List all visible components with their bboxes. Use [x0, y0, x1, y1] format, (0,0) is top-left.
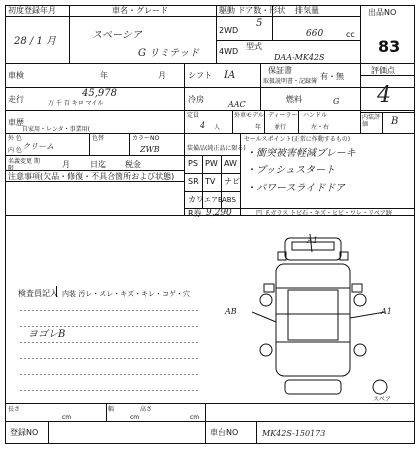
equip-airbag: エアB	[204, 196, 223, 204]
handle-value: 左・右	[311, 124, 330, 131]
warranty-sub: 取扱説明書・記録簿	[263, 78, 318, 85]
grade: G リミテッド	[138, 48, 200, 59]
exterior-model-label: 外車モデル	[234, 112, 264, 119]
equip-navi: ナビ	[224, 177, 240, 186]
equip-pw: PW	[205, 159, 218, 168]
color-no-label: カラーNO	[132, 135, 160, 142]
length-unit: cm	[62, 414, 72, 421]
fuel-label: 燃料	[286, 95, 302, 104]
car-name: スペーシア	[92, 30, 142, 41]
color-value: クリーム	[22, 142, 54, 151]
history-label: 車歴	[8, 118, 24, 127]
lot-number: 83	[378, 37, 401, 56]
recycle-label: R券	[188, 209, 202, 218]
color-code-label: 色替	[92, 135, 105, 142]
inspector-label: 検査員記入	[18, 289, 58, 298]
capacity-label: 定員	[187, 112, 200, 119]
ac-label: 冷房	[188, 95, 204, 104]
length-label: 長さ	[8, 406, 21, 413]
width-label: 幅	[108, 406, 115, 413]
sales-point-1: ・衝突被害軽減ブレーキ	[246, 148, 356, 159]
equip-sr: SR	[188, 177, 199, 186]
sales-point-2: ・プッシュスタート	[246, 165, 336, 176]
recycle-unit: 円	[256, 210, 263, 217]
name-grade-label: 車名・グレード	[112, 6, 168, 15]
recycle-value: 9,290	[206, 208, 232, 218]
displacement-label: 排気量	[295, 6, 319, 15]
mileage-label: 走行	[8, 95, 24, 104]
shift-value: IA	[224, 70, 236, 81]
height-label: 高さ	[140, 406, 153, 413]
equipment-label: 装備品(純正品に限る)	[187, 145, 246, 152]
displacement-value: 660	[306, 29, 324, 39]
inspector-categories: 内装 汚レ・スレ・キズ・キレ・コゲ・穴	[62, 290, 191, 298]
color-label: 外 色	[8, 135, 22, 142]
sales-point-3: ・パワースライドドア	[246, 183, 345, 194]
capacity-value: 4	[200, 121, 206, 130]
equip-abs: ABS	[222, 196, 236, 204]
width-unit: cm	[130, 414, 140, 421]
grade-value: 4	[377, 83, 391, 108]
name-change-label: 名義変更 期限	[8, 158, 40, 172]
mark-right: A1	[381, 307, 392, 316]
inspector-note: ヨゴレB	[28, 329, 66, 340]
first-reg-label: 初度登録年月	[8, 6, 56, 15]
displacement-unit: cc	[346, 30, 355, 39]
shift-label: シフト	[188, 71, 212, 80]
dealer-value: 並行	[274, 124, 287, 131]
chassis-value: MK42S-150173	[262, 429, 326, 438]
handle-label: ハンドル	[303, 112, 328, 119]
drive-4wd: 4WD	[219, 47, 239, 56]
reg-no-label: 登録NO	[10, 428, 39, 437]
shaken-month: 月	[158, 71, 166, 80]
interior-value: B	[391, 116, 399, 127]
model-code: DAA-MK42S	[274, 53, 325, 62]
doors-value: 5	[256, 18, 263, 29]
drive-label: 駆動 ドア数・形状	[219, 6, 286, 15]
sales-points-label: セールスポイント(正常に作動するもの)	[244, 136, 351, 143]
chassis-label: 車台NO	[210, 428, 239, 437]
type-label: 型式	[246, 42, 262, 51]
warranty-label: 保証書	[268, 66, 292, 75]
equip-leather: カワ	[188, 195, 204, 204]
mileage-units: 万 千 百 キロ マイル	[48, 100, 104, 107]
inner-color-label: 内 色	[8, 147, 22, 154]
mark-left: AB	[225, 307, 237, 316]
glass-label: F.ガラス トビ石・キズ・ヒビ・ワレ・リペア跡	[266, 210, 392, 217]
shaken-year: 年	[100, 71, 108, 80]
capacity-unit: 人	[214, 124, 221, 131]
tax-label: 税金	[125, 160, 141, 169]
color-no-value: ZWB	[140, 145, 160, 154]
equip-ps: PS	[188, 159, 198, 168]
ac-value: AAC	[228, 100, 246, 109]
shaken-label: 車検	[8, 71, 24, 80]
equip-tv: TV	[205, 177, 216, 186]
name-change-month: 月	[62, 160, 70, 169]
name-change-day: 日迄	[90, 160, 106, 169]
drive-2wd: 2WD	[219, 26, 239, 35]
spare-label: スペア	[373, 396, 392, 403]
history-options: 自家用・レンタ・事業用(	[22, 126, 90, 133]
lot-label: 出品NO	[368, 8, 397, 17]
mileage-value: 45,978	[82, 88, 117, 99]
interior-label: 内装評価	[362, 114, 381, 128]
car-damage-diagram	[240, 232, 395, 402]
notes-label: 注意事項(欠品・修復・不具合箇所および状態)	[8, 172, 175, 181]
mark-front: A1	[307, 236, 318, 245]
warranty-value: 有・無	[320, 72, 344, 81]
first-reg-value: 28 / 1 月	[14, 36, 56, 47]
height-unit: cm	[190, 414, 200, 421]
exterior-model-unit: 年	[255, 124, 262, 131]
equip-aw: AW	[224, 159, 237, 168]
fuel-value: G	[333, 97, 340, 106]
grade-label: 評価点	[371, 66, 395, 75]
dealer-label: ディーラー	[268, 112, 298, 119]
